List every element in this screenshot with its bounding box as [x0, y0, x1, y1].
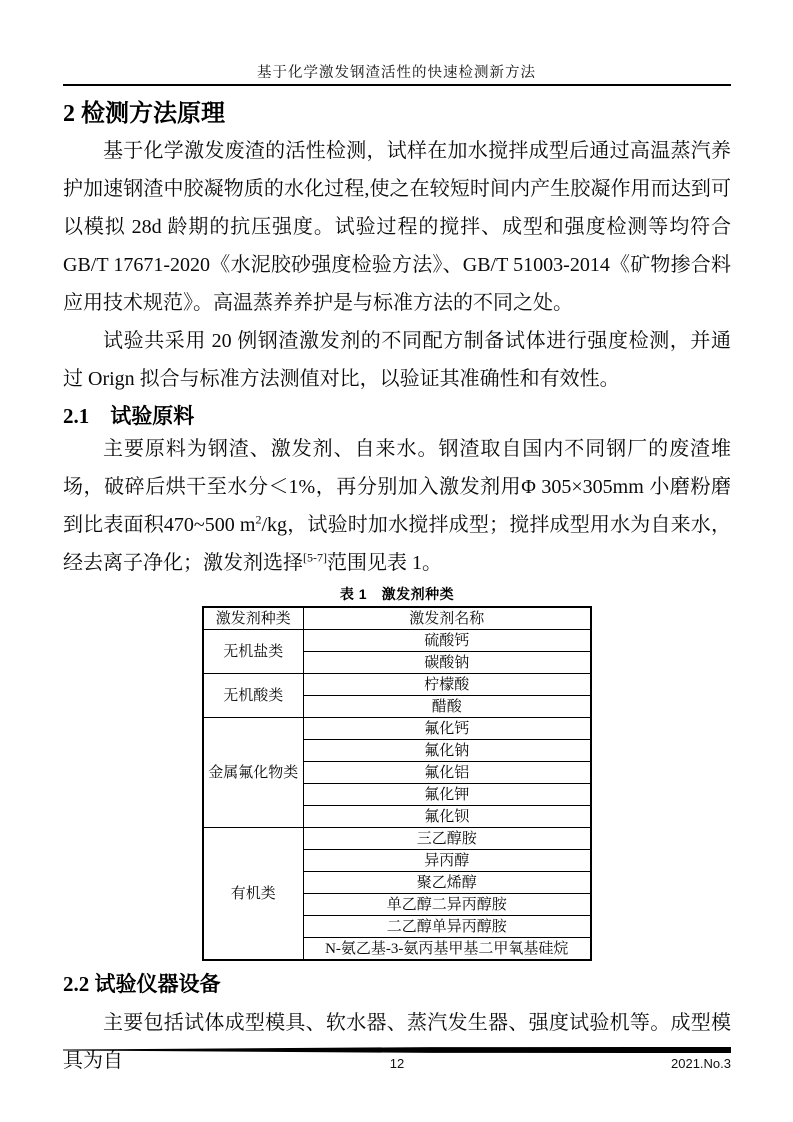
table-row: [203, 828, 591, 850]
issue-label: 2021.No.3: [671, 1056, 731, 1071]
table-row: [203, 718, 591, 740]
table-1-caption: 表 1 激发剂种类: [339, 586, 455, 602]
activator-name-cell: 二乙醇单异丙醇胺: [303, 916, 591, 938]
activator-name-cell: 异丙醇: [303, 850, 591, 872]
activator-name-cell: 聚乙烯醇: [303, 872, 591, 894]
activator-name-cell: N-氨乙基-3-氨丙基甲基二甲氧基硅烷: [303, 938, 591, 961]
paragraph-equipment: 主要包括试体成型模具、软水器、蒸汽发生器、强度试验机等。成型模具为自: [63, 1012, 731, 1072]
raw-materials-text: /kg，试验时加水搅拌成型；搅拌成型用水为自来水，经去离子净化；激发剂选择: [63, 514, 731, 574]
activator-table: [202, 606, 592, 961]
activator-type-cell: 金属氟化物类: [203, 718, 303, 828]
activator-name-cell: 氟化钠: [303, 740, 591, 762]
section-2-1-heading: 2.1 试验原料: [63, 404, 195, 428]
paragraph-principle-2: 试验共采用 20 例钢渣激发剂的不同配方制备试体进行强度检测，并通过 Orign 拟合与标准方法测值对比，以验证其准确性和有效性。: [63, 330, 731, 390]
table-row: [203, 674, 591, 696]
activator-name-cell: 单乙醇二异丙醇胺: [303, 894, 591, 916]
section-2-heading: 2 检测方法原理: [63, 101, 225, 127]
activator-name-cell: 硫酸钙: [303, 630, 591, 652]
activator-name-cell: 三乙醇胺: [303, 828, 591, 850]
page-content: [63, 92, 731, 1080]
activator-name-cell: 氟化钙: [303, 718, 591, 740]
activator-name-cell: 氟化钡: [303, 806, 591, 828]
page-number: 12: [389, 1056, 405, 1071]
activator-type-cell: 有机类: [203, 828, 303, 961]
activator-name-cell: 氟化钾: [303, 784, 591, 806]
activator-table-body: [203, 630, 591, 961]
citation-reference: [5-7]: [303, 550, 327, 565]
activator-name-cell: 氟化铝: [303, 762, 591, 784]
column-header-activator-type: 激发剂种类: [203, 607, 303, 630]
table-header-row: [203, 607, 591, 630]
superscript-square: 2: [255, 512, 262, 527]
raw-materials-text: 范围见表 1。: [327, 552, 442, 574]
activator-name-cell: 柠檬酸: [303, 674, 591, 696]
running-head-title: 基于化学激发钢渣活性的快速检测新方法: [257, 65, 536, 81]
activator-name-cell: 碳酸钠: [303, 652, 591, 674]
header-rule: [63, 84, 731, 86]
paragraph-principle-1: 基于化学激发废渣的活性检测，试样在加水搅拌成型后通过高温蒸汽养护加速钢渣中胶凝物质的水化过程,使之在较短时间内产生胶凝作用而达到可以模拟 28d 龄期的抗压强度。试验过程的搅拌、成型和强度检测等均符合 GB/T 17671-2020《水泥胶砂强度检验方法》、GB/T 51003-2014《矿物掺合料应用技术规范》。高温蒸养养护是与标准方法的不同之处。: [63, 140, 731, 314]
activator-type-cell: 无机盐类: [203, 630, 303, 674]
section-2-2-heading: 2.2 试验仪器设备: [63, 972, 221, 996]
activator-name-cell: 醋酸: [303, 696, 591, 718]
activator-type-cell: 无机酸类: [203, 674, 303, 718]
page-footer: [63, 1056, 731, 1074]
paragraph-raw-materials: [63, 430, 731, 582]
column-header-activator-name: 激发剂名称: [303, 607, 591, 630]
table-row: [203, 630, 591, 652]
raw-materials-text: 主要原料为钢渣、激发剂、自来水。钢渣取自国内不同钢厂的废渣堆场，破碎后烘干至水分＜1%，再分别加入激发剂用Φ 305×305mm 小磨粉磨到比表面积470~500 m: [63, 438, 731, 536]
